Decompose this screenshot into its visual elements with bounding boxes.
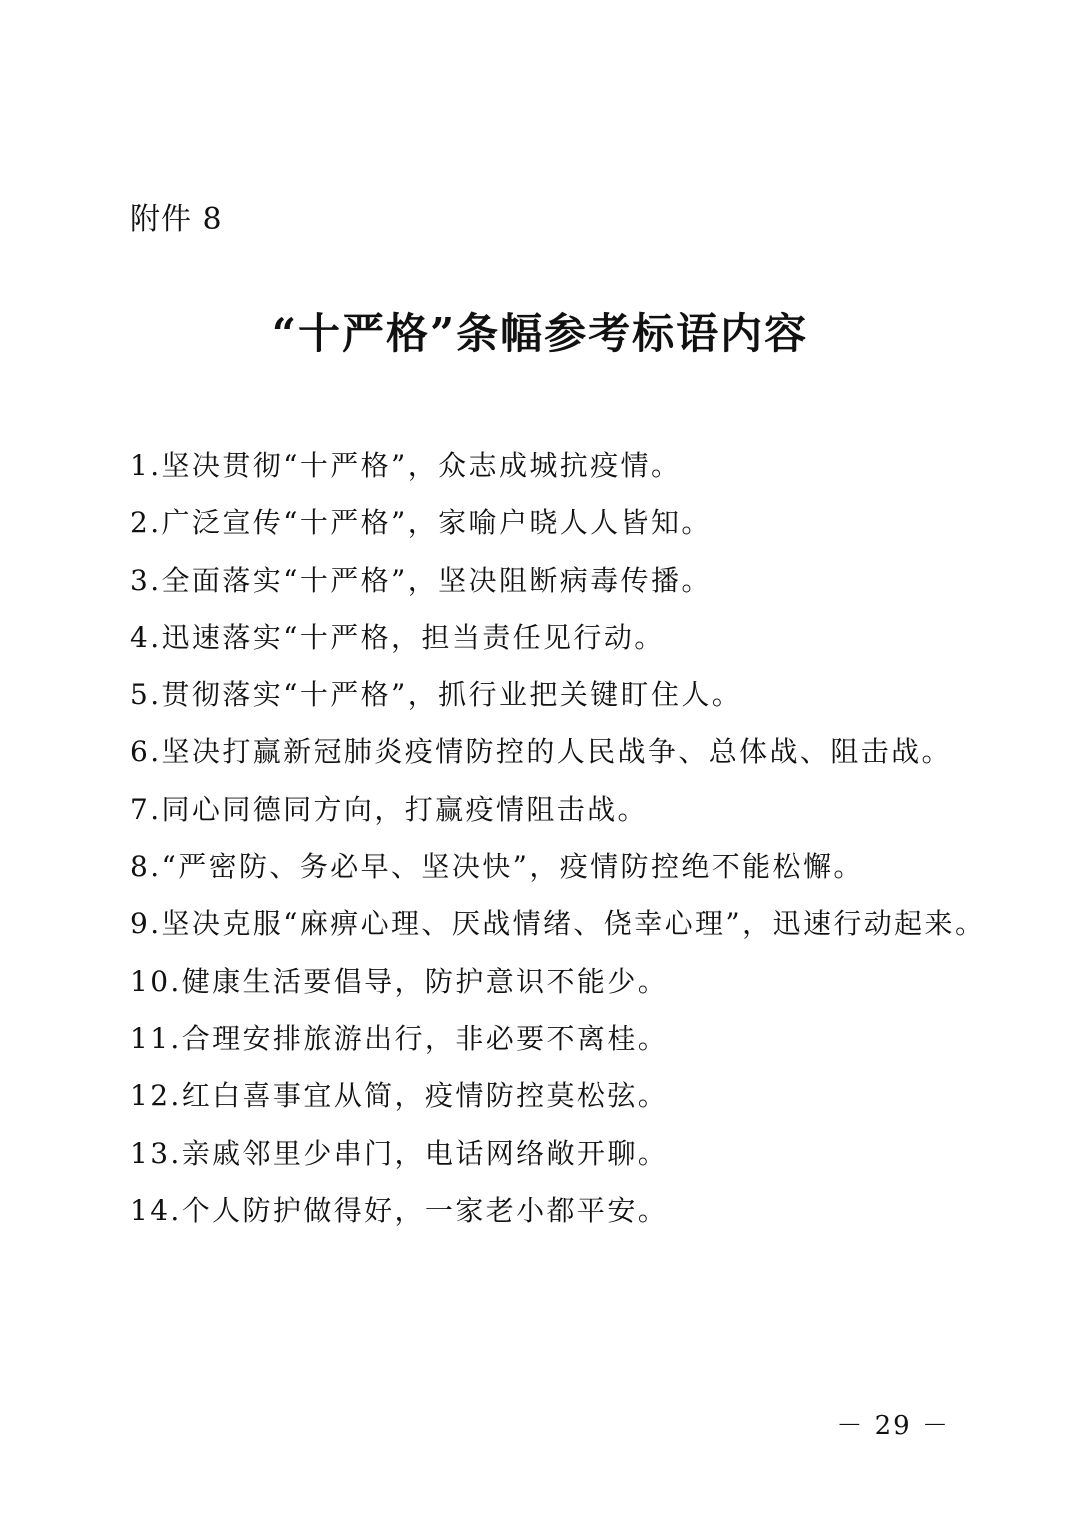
slogan-item: 4.迅速落实“十严格，担当责任见行动。 bbox=[130, 620, 665, 654]
page-title: “十严格”条幅参考标语内容 bbox=[271, 309, 809, 358]
page-number: － 29 － bbox=[836, 1411, 950, 1441]
slogan-item: 9.坚决克服“麻痹心理、厌战情绪、侥幸心理”，迅速行动起来。 bbox=[130, 907, 986, 941]
slogan-list bbox=[130, 443, 1010, 1245]
slogan-item: 10.健康生活要倡导，防护意识不能少。 bbox=[130, 964, 669, 998]
slogan-item: 8.“严密防、务必早、坚决快”，疫情防控绝不能松懈。 bbox=[130, 850, 864, 884]
slogan-item: 13.亲戚邻里少串门，电话网络敞开聊。 bbox=[130, 1136, 669, 1170]
slogan-item: 7.同心同德同方向，打赢疫情阻击战。 bbox=[130, 792, 648, 826]
slogan-item: 14.个人防护做得好，一家老小都平安。 bbox=[130, 1193, 669, 1227]
slogan-item: 3.全面落实“十严格”，坚决阻断病毒传播。 bbox=[130, 563, 712, 597]
slogan-item: 6.坚决打赢新冠肺炎疫情防控的人民战争、总体战、阻击战。 bbox=[130, 735, 952, 769]
attachment-label: 附件 8 bbox=[130, 202, 223, 237]
slogan-item: 1.坚决贯彻“十严格”，众志成城抗疫情。 bbox=[130, 449, 682, 482]
slogan-item: 11.合理安排旅游出行，非必要不离桂。 bbox=[130, 1021, 669, 1055]
slogan-item: 2.广泛宣传“十严格”，家喻户晓人人皆知。 bbox=[130, 506, 712, 540]
slogan-item: 12.红白喜事宜从简，疫情防控莫松弦。 bbox=[130, 1079, 669, 1113]
slogan-item: 5.贯彻落实“十严格”，抓行业把关键盯住人。 bbox=[130, 678, 743, 712]
